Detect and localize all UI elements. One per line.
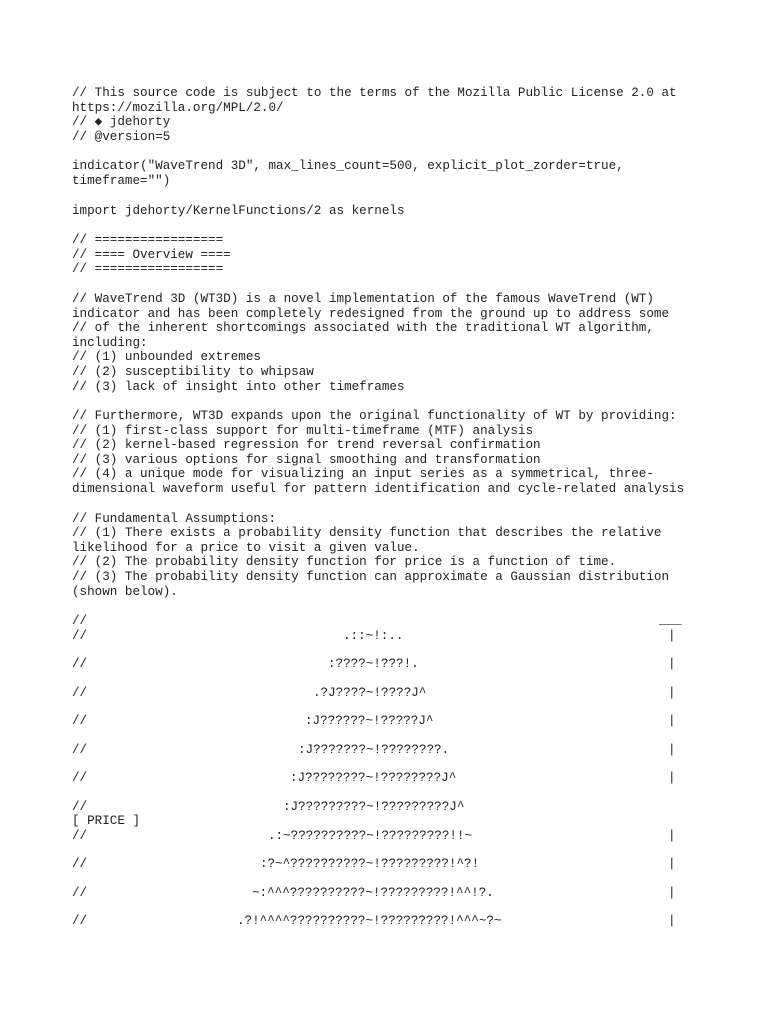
- diagram-row: [72, 714, 692, 729]
- comment-line: // (3) lack of insight into other timeframes: [72, 379, 405, 394]
- diagram-row: [72, 829, 692, 844]
- comment-line: // of the inherent shortcomings associated with the traditional WT algorithm,: [72, 321, 654, 336]
- diagram-curve-text: .?J????~!????J^: [313, 685, 427, 700]
- indicator-declaration: [72, 159, 692, 188]
- diagram-row: [72, 657, 692, 672]
- diagram-curve-text: .:~??????????~!?????????!!~: [268, 828, 473, 843]
- diagram-curve-text: :J??????~!?????J^: [305, 714, 434, 729]
- comment-line: likelihood for a price to visit a given value.: [72, 540, 420, 555]
- diagram-curve-text: :????~!???!.: [328, 657, 419, 672]
- comment-prefix: //: [72, 714, 88, 729]
- comment-prefix: //: [72, 657, 88, 672]
- comment-line: dimensional waveform useful for pattern identification and cycle-related analysis: [72, 482, 685, 497]
- code-line: indicator("WaveTrend 3D", max_lines_count=500, explicit_plot_zorder=true,: [72, 159, 624, 174]
- overview-banner: [72, 233, 692, 277]
- comment-line: // (2) The probability density function for price is a function of time.: [72, 555, 617, 570]
- comment-line: (shown below).: [72, 584, 178, 599]
- diagram-bar: |: [668, 885, 676, 900]
- banner-title-line: // ==== Overview ====: [72, 247, 231, 262]
- code-line: // This source code is subject to the terms of the Mozilla Public License 2.0 at: [72, 86, 677, 100]
- comment-prefix: //: [72, 614, 88, 629]
- comment-line: including:: [72, 335, 148, 350]
- comment-prefix: //: [72, 828, 88, 843]
- comment-prefix: //: [72, 885, 88, 900]
- author-line: // ◆ jdehorty: [72, 115, 171, 130]
- comment-prefix: //: [72, 628, 88, 643]
- comment-prefix: //: [72, 857, 88, 872]
- diagram-bar: |: [668, 828, 676, 843]
- version-line: // @version=5: [72, 129, 171, 144]
- assumptions-paragraph: [72, 512, 692, 600]
- comment-prefix: //: [72, 914, 88, 929]
- diagram-row: [72, 686, 692, 701]
- comment-line: indicator and has been completely redesigned from the ground up to address some: [72, 306, 670, 321]
- comment-line: // Furthermore, WT3D expands upon the original functionality of WT by providing:: [72, 409, 677, 424]
- diagram-curve-text: .::~!:..: [343, 628, 404, 643]
- diagram-bar: |: [668, 714, 676, 729]
- comment-prefix: //: [72, 771, 88, 786]
- comment-prefix: //: [72, 742, 88, 757]
- diagram-curve-text: :J???????~!????????.: [298, 742, 450, 757]
- diagram-bar: |: [668, 914, 676, 929]
- diagram-bar: |: [668, 857, 676, 872]
- comment-line: // (2) kernel-based regression for trend reversal confirmation: [72, 438, 541, 453]
- comment-line: // (3) various options for signal smoothing and transformation: [72, 452, 541, 467]
- comment-line: // (4) a unique mode for visualizing an input series as a symmetrical, three-: [72, 467, 654, 482]
- intro-paragraph: [72, 292, 692, 394]
- comment-line: // (1) There exists a probability density function that describes the relative: [72, 526, 662, 541]
- diagram-curve-text: .?!^^^^??????????~!?????????!^^^~?~: [237, 914, 502, 929]
- diagram-bar: |: [668, 628, 676, 643]
- diagram-bar: |: [668, 771, 676, 786]
- diagram-curve-text: ~:^^^??????????~!?????????!^^!?.: [252, 885, 494, 900]
- diagram-bar: |: [668, 685, 676, 700]
- comment-line: // (1) unbounded extremes: [72, 350, 261, 365]
- diagram-bar: |: [668, 742, 676, 757]
- comment-line: // (3) The probability density function can approximate a Gaussian distribution: [72, 570, 670, 585]
- diagram-bar: |: [668, 657, 676, 672]
- gaussian-ascii-diagram: [72, 614, 692, 929]
- comment-prefix: //: [72, 685, 88, 700]
- comment-line: // Fundamental Assumptions:: [72, 511, 277, 526]
- price-axis-label: [ PRICE ]: [72, 814, 141, 829]
- diagram-row: [72, 886, 692, 901]
- diagram-row: [72, 914, 692, 929]
- banner-line: // =================: [72, 262, 224, 277]
- diagram-row: [72, 743, 692, 758]
- comment-line: // (2) susceptibility to whipsaw: [72, 364, 314, 379]
- features-paragraph: [72, 409, 692, 497]
- license-header: [72, 86, 692, 144]
- diagram-row: [72, 857, 692, 872]
- import-statement: import jdehorty/KernelFunctions/2 as kernels: [72, 203, 405, 218]
- comment-line: // WaveTrend 3D (WT3D) is a novel implementation of the famous WaveTrend (WT): [72, 291, 654, 306]
- diagram-curve-text: :?~^??????????~!?????????!^?!: [260, 857, 480, 872]
- diagram-overline: ___: [659, 613, 682, 628]
- code-line: timeframe=""): [72, 173, 171, 188]
- diagram-top-row: [72, 614, 692, 629]
- banner-line: // =================: [72, 233, 224, 248]
- diagram-curve-text: :J????????~!????????J^: [290, 771, 457, 786]
- comment-prefix: //: [72, 799, 88, 814]
- comment-line: // (1) first-class support for multi-timeframe (MTF) analysis: [72, 423, 534, 438]
- diagram-row: [72, 629, 692, 644]
- diagram-row: [72, 771, 692, 786]
- diagram-curve-text: :J?????????~!?????????J^: [283, 799, 465, 814]
- license-url-line: https://mozilla.org/MPL/2.0/: [72, 100, 284, 115]
- diagram-row: [72, 800, 692, 815]
